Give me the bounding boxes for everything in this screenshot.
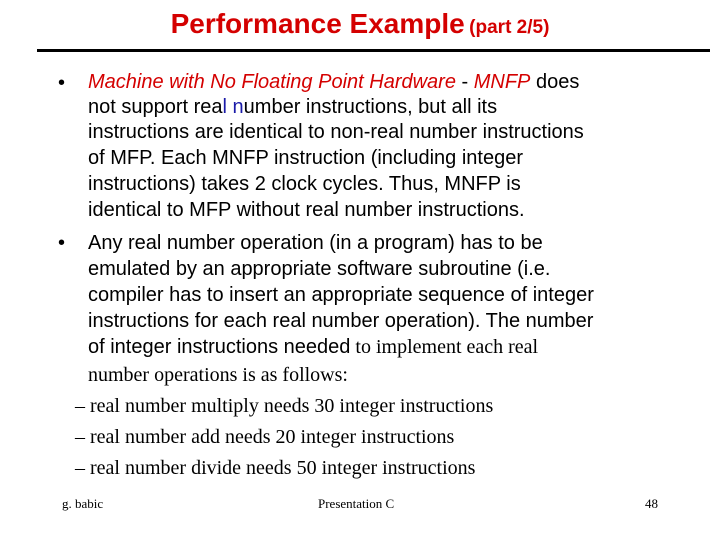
footer-author: g. babic bbox=[62, 496, 104, 511]
bullet2-line5 bbox=[88, 335, 538, 359]
bullet1-line2-b: umber instructions, but all its bbox=[243, 96, 498, 118]
bullet1-line2-n: n bbox=[226, 96, 244, 118]
bullet1-line3: instructions are identical to non-real number instructions bbox=[88, 121, 584, 143]
bullet1-line2-a: not support rea bbox=[88, 96, 223, 118]
bullet1-line2 bbox=[88, 95, 497, 119]
bullet1-line6: identical to MFP without real number instructions. bbox=[88, 199, 525, 221]
bullet1-line4: of MFP. Each MNFP instruction (including integer bbox=[88, 147, 524, 169]
bullet1-line5: instructions) takes 2 clock cycles. Thus, MNFP is bbox=[88, 173, 521, 195]
bullet2-line2: emulated by an appropriate software subroutine (i.e. bbox=[88, 258, 551, 280]
footer-page-number: 48 bbox=[645, 496, 658, 511]
bullet1-line2-l: l bbox=[222, 96, 227, 118]
bullet2-line5-serif: to implement each real bbox=[350, 336, 539, 358]
footer-center: Presentation C bbox=[318, 496, 395, 511]
title-suffix: (part 2/5) bbox=[469, 17, 550, 38]
title-divider bbox=[37, 49, 710, 52]
bullet-marker-2: • bbox=[58, 232, 66, 254]
bullet2-line3: compiler has to insert an appropriate sequence of integer bbox=[88, 284, 594, 306]
bullet1-dash: - bbox=[455, 71, 474, 93]
bullet2-line1: Any real number operation (in a program) has to be bbox=[88, 232, 543, 254]
subitem-add: – real number add needs 20 integer instructions bbox=[75, 426, 455, 448]
bullet2-line6: number operations is as follows: bbox=[88, 364, 348, 386]
subitem-multiply: – real number multiply needs 30 integer instructions bbox=[75, 395, 494, 417]
bullet1-mnfp: MNFP bbox=[473, 71, 531, 93]
bullet2-line4: instructions for each real number operation). The number bbox=[88, 310, 594, 332]
bullet1-intro: Machine with No Floating Point Hardware bbox=[88, 71, 456, 93]
bullet2-line5-sans: of integer instructions needed bbox=[88, 336, 351, 358]
bullet1-line1 bbox=[88, 70, 579, 94]
title-main: Performance Example bbox=[170, 8, 465, 39]
bullet-marker-1: • bbox=[58, 72, 66, 94]
subitem-divide: – real number divide needs 50 integer instructions bbox=[75, 457, 476, 479]
slide-title bbox=[0, 8, 720, 40]
bullet1-line1-end: does bbox=[530, 71, 580, 93]
